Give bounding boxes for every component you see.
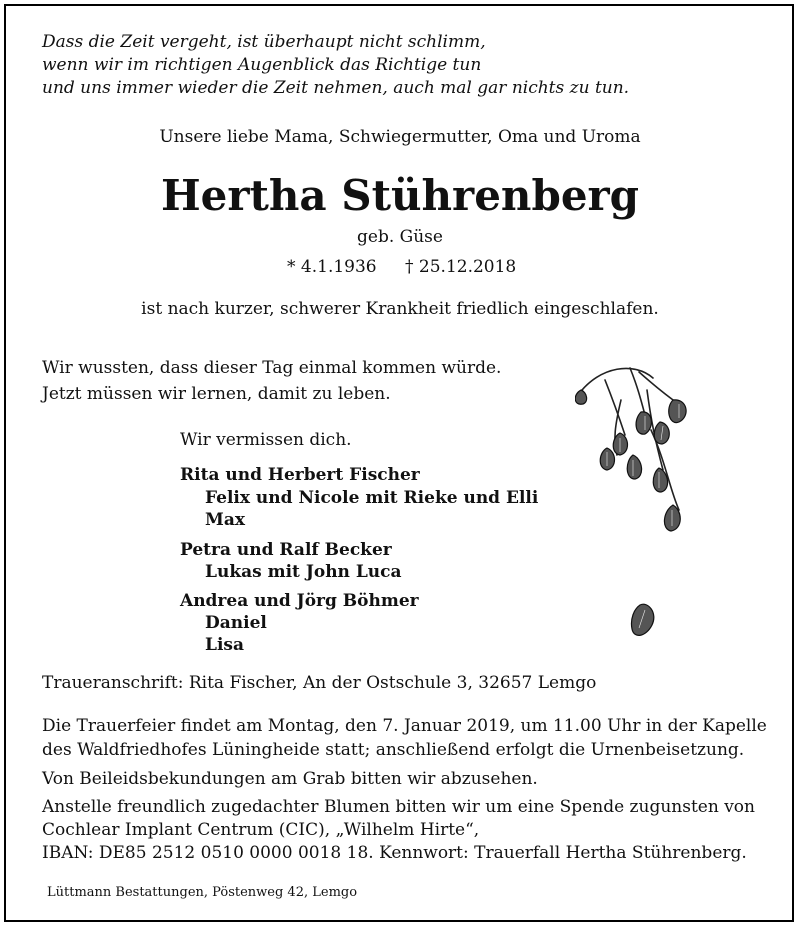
ceremony-line: Die Trauerfeier findet am Montag, den 7. Januar 2019, um 11.00 Uhr in der Kapelle — [42, 716, 767, 736]
condolence-note: Von Beileidsbekundungen am Grab bitten wir abzusehen. — [42, 769, 538, 789]
birth-date: * 4.1.1936 — [287, 257, 377, 277]
statement-line: ist nach kurzer, schwerer Krankheit friedlich eingeschlafen. — [141, 299, 659, 319]
family-member: Felix und Nicole mit Rieke und Elli — [205, 488, 539, 508]
family-member: Daniel — [205, 613, 267, 633]
miss-line: Wir vermissen dich. — [180, 430, 352, 450]
family-head: Rita und Herbert Fischer — [180, 465, 420, 485]
deceased-name: Hertha Stührenberg — [160, 171, 640, 220]
verse-line: Jetzt müssen wir lernen, damit zu leben. — [42, 384, 391, 404]
death-date: † 25.12.2018 — [405, 257, 517, 277]
poem-line: Dass die Zeit vergeht, ist überhaupt nicht schlimm, — [42, 32, 486, 52]
family-member: Max — [205, 510, 245, 530]
maiden-name: geb. Güse — [357, 227, 443, 247]
intro-line: Unsere liebe Mama, Schwiegermutter, Oma und Uroma — [159, 127, 641, 147]
ceremony-line: des Waldfriedhofes Lüningheide statt; anschließend erfolgt die Urnenbeisetzung. — [42, 740, 745, 760]
undertaker-line: Lüttmann Bestattungen, Pöstenweg 42, Lemgo — [47, 885, 358, 900]
donation-line: Cochlear Implant Centrum (CIC), „Wilhelm Hirte“, — [42, 820, 480, 840]
poem — [42, 31, 629, 100]
poem-line: wenn wir im richtigen Augenblick das Richtige tun — [42, 55, 482, 75]
birch-branch-icon — [575, 360, 705, 660]
poem-line: und uns immer wieder die Zeit nehmen, auch mal gar nichts zu tun. — [42, 78, 630, 98]
mourning-address: Traueranschrift: Rita Fischer, An der Ostschule 3, 32657 Lemgo — [42, 673, 597, 693]
family-member: Lukas mit John Luca — [205, 562, 402, 582]
donation-line: Anstelle freundlich zugedachter Blumen bitten wir um eine Spende zugunsten von — [42, 797, 755, 817]
family-member: Lisa — [205, 635, 244, 655]
family-head: Andrea und Jörg Böhmer — [180, 591, 419, 611]
donation-line: IBAN: DE85 2512 0510 0000 0018 18. Kennwort: Trauerfall Hertha Stührenberg. — [42, 843, 747, 863]
family-head: Petra und Ralf Becker — [180, 540, 392, 560]
verse-line: Wir wussten, dass dieser Tag einmal kommen würde. — [42, 358, 502, 378]
